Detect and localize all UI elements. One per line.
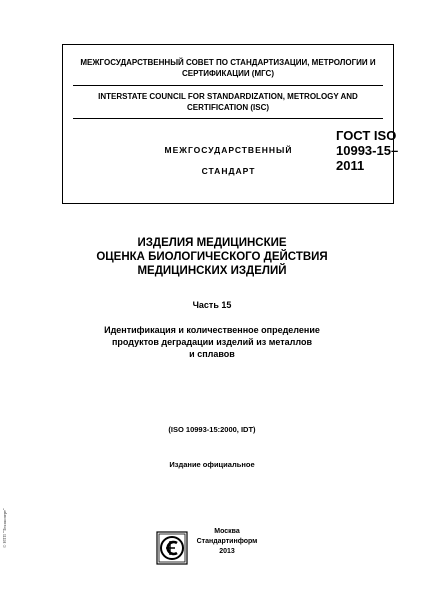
standard-number-line-2: 10993-15– [336, 143, 399, 158]
title-line-1: ИЗДЕЛИЯ МЕДИЦИНСКИЕ [137, 237, 287, 249]
council-name-english [73, 91, 383, 113]
publisher-name: Стандартинформ [196, 538, 258, 545]
publisher-city: Москва [214, 528, 240, 535]
council-header-box [62, 44, 399, 204]
edition-label: Издание официальное [169, 460, 255, 469]
part-number: Часть 15 [192, 300, 232, 310]
publisher-block [192, 527, 262, 557]
council-en-line-1: INTERSTATE COUNCIL FOR STANDARDIZATION, METROLOGY AND [98, 92, 358, 101]
council-ru-line-2: СЕРТИФИКАЦИИ (МГС) [182, 69, 274, 78]
standard-number [336, 128, 424, 173]
document-title [40, 236, 384, 278]
title-line-2: ОЦЕНКА БИОЛОГИЧЕСКОГО ДЕЙСТВИЯ [96, 251, 328, 263]
standard-kind-line-1: МЕЖГОСУДАРСТВЕННЫЙ [164, 145, 293, 155]
subtitle-line-1: Идентификация и количественное определение [104, 325, 320, 335]
subtitle-line-2: продуктов деградации изделий из металлов [111, 337, 313, 347]
copyright-side-stamp: © НТП "Техэксперт" [2, 508, 7, 548]
standard-kind-line-2: СТАНДАРТ [201, 166, 256, 176]
council-name-russian [73, 57, 383, 79]
council-ru-line-1: МЕЖГОСУДАРСТВЕННЫЙ СОВЕТ ПО СТАНДАРТИЗАЦИИ, МЕТРОЛОГИИ И [80, 58, 376, 67]
standard-number-line-3: 2011 [336, 158, 365, 173]
divider-3 [63, 203, 393, 204]
publisher-year: 2013 [219, 548, 235, 555]
divider-2 [73, 118, 383, 119]
divider-1 [73, 85, 383, 86]
title-line-3: МЕДИЦИНСКИХ ИЗДЕЛИЙ [137, 265, 287, 277]
document-subtitle [40, 324, 384, 360]
council-en-line-2: CERTIFICATION (ISC) [186, 103, 270, 112]
standartinform-logo-icon [156, 531, 188, 565]
standard-number-line-1: ГОСТ ISO [336, 128, 397, 143]
iso-reference: (ISO 10993-15:2000, IDT) [168, 425, 256, 434]
subtitle-line-3: и сплавов [189, 349, 235, 359]
